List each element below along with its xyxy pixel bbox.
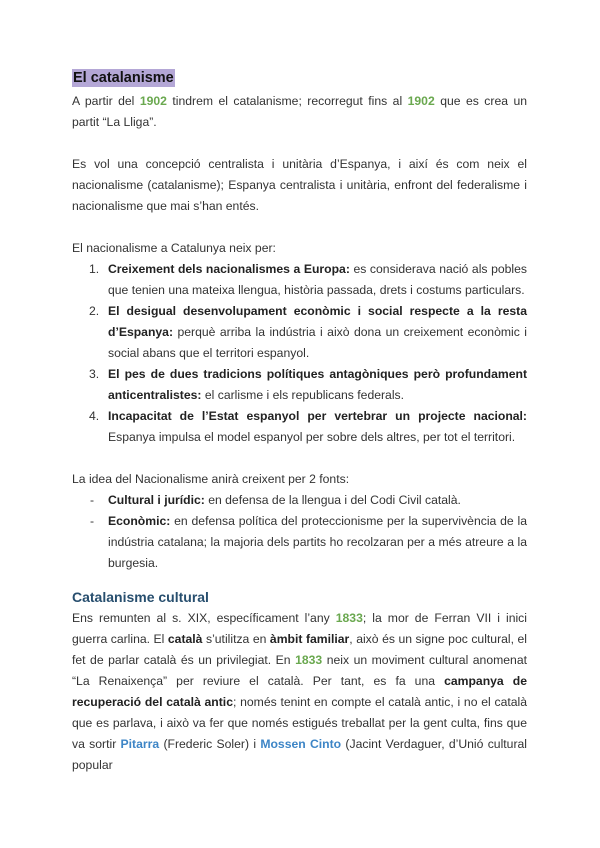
list-item-text: el carlisme i els republicans federals. <box>201 388 405 402</box>
list-item <box>72 259 527 301</box>
list-item-heading: Incapacitat de l’Estat espanyol per vertebrar un projecte nacional: <box>108 409 527 423</box>
sources-intro: La idea del Nacionalisme anirà creixent per 2 fonts: <box>72 472 350 486</box>
text-span: s’utilitza en <box>202 632 270 646</box>
sources-list <box>72 490 527 574</box>
list-item-heading: Cultural i jurídic: <box>108 493 205 507</box>
list-item-text: es considerava nació als pobles que tenien una mateixa llengua, història passada, drets i costums particulars. <box>108 262 527 297</box>
list-item-heading: El desigual desenvolupament econòmic i social respecte a la resta d’Espanya: <box>108 304 527 339</box>
spacer <box>72 448 527 469</box>
bold-term: àmbit familiar <box>269 632 350 646</box>
text-span: , això és un signe poc cultural, el fet de parlar català és un privilegiat. En <box>72 632 528 667</box>
list-item-text: Espanya impulsa el model espanyol per sobre dels altres, per tot el territori. <box>108 430 516 444</box>
dash-marker: - <box>90 514 95 528</box>
causes-list <box>72 259 527 448</box>
bold-term: campanya de recuperació del català antic <box>72 674 527 709</box>
dash-marker: - <box>90 493 95 507</box>
text-span: tindrem el catalanisme; recorregut fins al <box>166 94 408 108</box>
concept-paragraph: Es vol una concepció centralista i unitària d’Espanya, i així és com neix el nacionalisme (catalanisme); Espanya centralista i unitària, enfront del federalisme i nacionalisme que mai s’han entés. <box>72 157 527 213</box>
list-item-text: en defensa política del proteccionisme per la supervivència de la indústria catalana; la majoria dels partits ho recolzaran per a més atreure a la burgesia. <box>108 514 527 570</box>
text-span: que es crea un partit “La Lliga”. <box>72 94 528 129</box>
text-span: (Frederic Soler) i <box>159 737 261 751</box>
text-span: ; només tenint en compte el català antic, i no el català que es parlava, i això va fer que només estigués treballat per la gent culta, fins que va sortir <box>72 695 527 751</box>
text-span: Ens remunten al s. XIX, específicament l’any <box>72 611 336 625</box>
name-highlight: Pitarra <box>120 737 160 751</box>
list-item <box>72 301 527 364</box>
list-number: 3. <box>89 367 100 381</box>
name-highlight: Mossen Cinto <box>260 737 342 751</box>
text-span: (Jacint Verdaguer, d’Unió cultural popular <box>72 737 527 772</box>
list-item <box>72 364 527 406</box>
text-span: neix un moviment cultural anomenat “La Renaixença” per reviure el català. Per tant, es fa una <box>72 653 527 688</box>
document-page <box>72 68 527 776</box>
document-title: El catalanisme <box>73 70 174 86</box>
list-item-heading: El pes de dues tradicions polítiques antagòniques però profundament anticentralistes: <box>108 367 527 402</box>
bold-term: català <box>167 632 203 646</box>
year-highlight: 1833 <box>335 611 363 625</box>
list-item <box>72 511 527 574</box>
text-span: ; la mor de Ferran VII i inici guerra carlina. El <box>72 611 527 646</box>
list-number: 1. <box>89 262 100 276</box>
text-span: A partir del <box>72 94 140 108</box>
list-item-heading: Creixement dels nacionalismes a Europa: <box>108 262 350 276</box>
year-highlight: 1833 <box>295 653 323 667</box>
cultural-paragraph <box>72 608 527 776</box>
spacer <box>72 133 527 154</box>
year-highlight: 1902 <box>407 94 435 108</box>
intro-paragraph <box>72 91 527 133</box>
section-heading: Catalanisme cultural <box>72 589 209 605</box>
list-number: 2. <box>89 304 100 318</box>
spacer <box>72 217 527 238</box>
list-item <box>72 406 527 448</box>
list-number: 4. <box>89 409 100 423</box>
list-item-text: perquè arriba la indústria i això dona un creixement econòmic i social abans que el territori espanyol. <box>108 325 527 360</box>
list-item-heading: Econòmic: <box>108 514 171 528</box>
list-item <box>72 490 527 511</box>
year-highlight: 1902 <box>139 94 167 108</box>
causes-intro: El nacionalisme a Catalunya neix per: <box>72 241 276 255</box>
list-item-text: en defensa de la llengua i del Codi Civil català. <box>204 493 461 507</box>
